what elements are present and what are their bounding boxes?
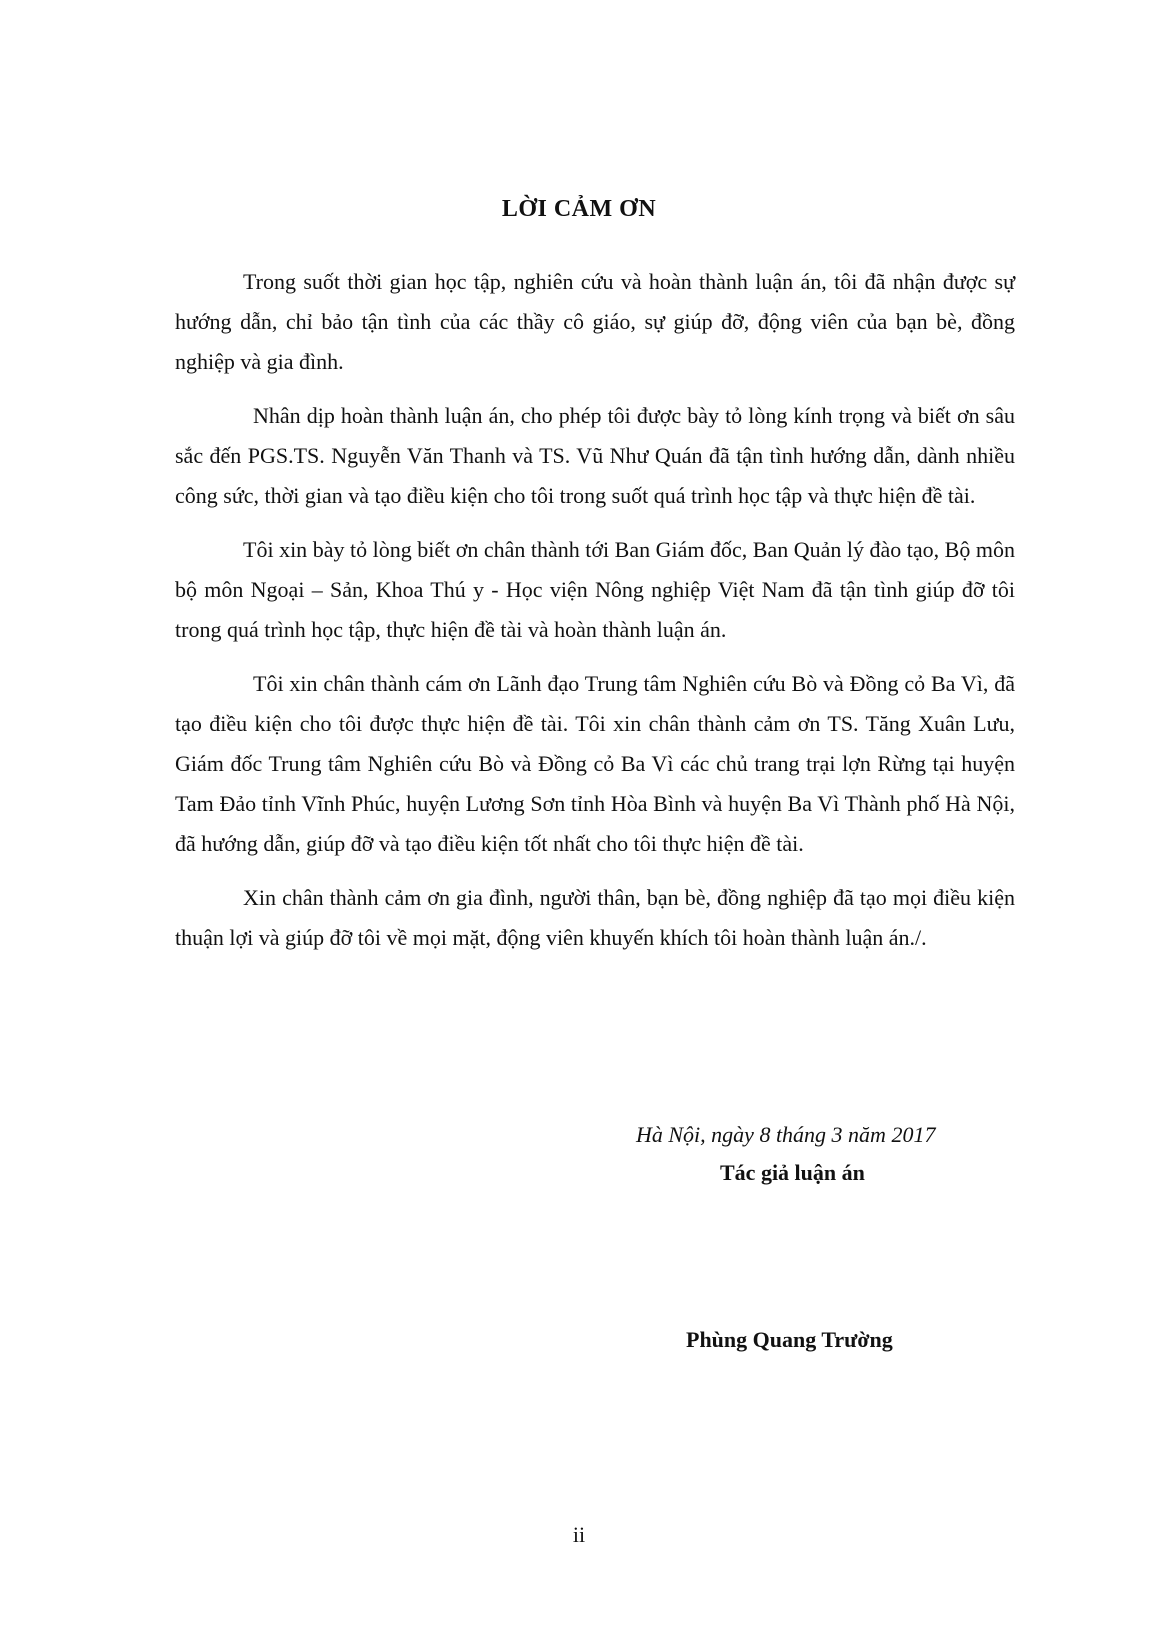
paragraph-4: Tôi xin chân thành cám ơn Lãnh đạo Trung tâm Nghiên cứu Bò và Đồng cỏ Ba Vì, đã tạo điều kiện cho tôi được thực hiện đề tài. Tôi xin chân thành cảm ơn TS. Tăng Xuân Lưu, Giám đốc Trung tâm Nghiên cứu Bò và Đồng cỏ Ba Vì các chủ trang trại lợn Rừng tại huyện Tam Đảo tỉnh Vĩnh Phúc, huyện Lương Sơn tỉnh Hòa Bình và huyện Ba Vì Thành phố Hà Nội, đã hướng dẫn, giúp đỡ và tạo điều kiện tốt nhất cho tôi thực hiện đề tài.	[175, 671, 1015, 856]
paragraph-2: Nhân dịp hoàn thành luận án, cho phép tôi được bày tỏ lòng kính trọng và biết ơn sâu sắc đến PGS.TS. Nguyễn Văn Thanh và TS. Vũ Như Quán đã tận tình hướng dẫn, dành nhiều công sức, thời gian và tạo điều kiện cho tôi trong suốt quá trình học tập và thực hiện đề tài.	[175, 403, 1015, 508]
page-number: ii	[572, 1522, 586, 1547]
paragraph-1: Trong suốt thời gian học tập, nghiên cứu và hoàn thành luận án, tôi đã nhận được sự hướng dẫn, chỉ bảo tận tình của các thầy cô giáo, sự giúp đỡ, động viên của bạn bè, đồng nghiệp và gia đình.	[175, 269, 1015, 374]
paragraph-3: Tôi xin bày tỏ lòng biết ơn chân thành tới Ban Giám đốc, Ban Quản lý đào tạo, Bộ môn bộ môn Ngoại – Sản, Khoa Thú y - Học viện Nông nghiệp Việt Nam đã tận tình giúp đỡ tôi trong quá trình học tập, thực hiện đề tài và hoàn thành luận án.	[175, 537, 1015, 642]
paragraph-5: Xin chân thành cảm ơn gia đình, người thân, bạn bè, đồng nghiệp đã tạo mọi điều kiện thuận lợi và giúp đỡ tôi về mọi mặt, động viên khuyến khích tôi hoàn thành luận án./.	[175, 885, 1015, 950]
author-role: Tác giả luận án	[720, 1160, 865, 1185]
signoff-block	[636, 1120, 966, 1150]
page-title: LỜI CẢM ƠN	[501, 196, 657, 222]
author-name: Phùng Quang Trường	[686, 1327, 893, 1352]
date-line: Hà Nội, ngày 8 tháng 3 năm 2017	[636, 1122, 936, 1147]
acknowledgement-body	[175, 262, 1015, 972]
